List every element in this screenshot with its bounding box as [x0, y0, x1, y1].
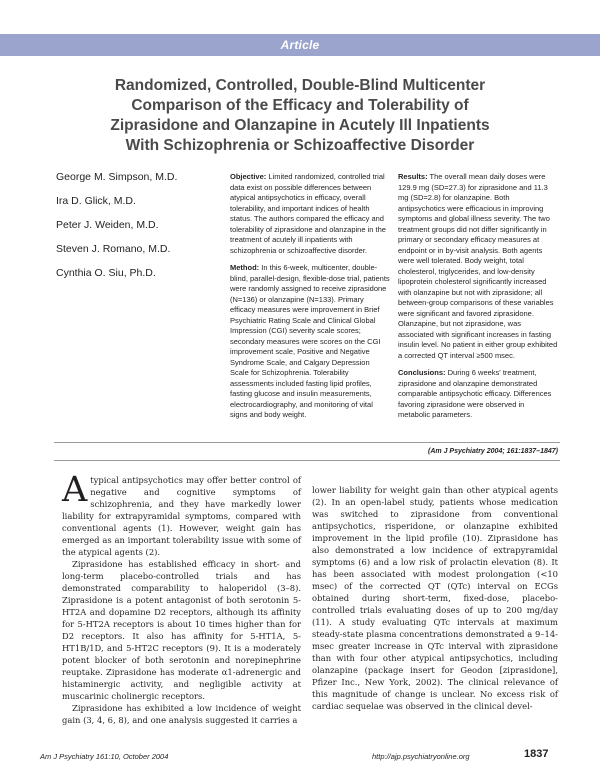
journal-citation: (Am J Psychiatry 2004; 161:1837–1847) [428, 448, 558, 455]
results-text: The overall mean daily doses were 129.9 mg (SD=27.3) for ziprasidone and 11.3 mg (SD=2.8) for olanzapine. Both antipsychotics were efficacious in improving symptoms and global illness severity. The two treatment groups did not differ significantly in primary or secondary efficacy measures at endpoint or in by-visit analysis. Both agents were well tolerated. Body weight, total cholesterol, triglycerides, and low-density lipoprotein cholesterol significantly increased with olanzapine but not with ziprasidone; all between-group comparisons of these variables were significant and favored ziprasidone. Olanzapine, but not ziprasidone, was associated with significant increases in fasting insulin level. No patient in either group exhibited a corrected QT interval ≥500 msec. [398, 172, 558, 360]
title-line: Randomized, Controlled, Double-Blind Multicenter [114, 77, 486, 94]
title-line: With Schizophrenia or Schizoaffective Disorder [125, 137, 475, 154]
author-name: Steven J. Romano, M.D. [56, 243, 171, 255]
body-paragraph: Ziprasidone has established efficacy in short- and long-term placebo-controlled trials and has demonstrated comparability to haloperidol (3–8). Ziprasidone is a potent antagonist of both serotonin 5-HT2A and dopamine D2 receptors, although its affinity for 5-HT2A receptors is about 10 times higher than for D2 receptors. It also has affinity for 5-HT1A, 5-HT1B/1D, and 5-HT2C receptors (9). It is a moderately potent blocker of both serotonin and norepinephrine reuptake. Ziprasidone has moderate α1-adrenergic and histaminergic activity, and negligible activity at muscarinic cholinergic receptors. [62, 559, 301, 701]
body-paragraph-text: typical antipsychotics may offer better control of negative and cognitive symptoms of schizophrenia, and they have markedly lower liability for extrapyramidal symptoms, compared with conventional agents (1). However, weight gain has emerged as an important tolerability issue with some of the atypical agents (2). [62, 475, 301, 557]
divider [54, 460, 560, 461]
body-paragraph [62, 470, 301, 558]
body-paragraph: Ziprasidone has exhibited a low incidence of weight gain (3, 4, 6, 8), and one analysis suggested it carries a [62, 703, 301, 725]
results-label: Results: [398, 172, 428, 181]
objective-text: Limited randomized, controlled trial data exist on possible differences between atypical antipsychotics in efficacy, overall tolerability, and important indices of health status. The authors compared the efficacy and tolerability of ziprasidone and olanzapine in the treatment of acutely ill inpatients with schizophrenia or schizoaffective disorder. [230, 172, 386, 255]
article-title [40, 76, 560, 156]
author-list [56, 170, 206, 290]
body-paragraph: lower liability for weight gain than other atypical agents (2). In an open-label study, patients whose medication was switched to ziprasidone from conventional antipsychotics, risperidone, or olanzapine exhibited improvement in the lipid profile (10). Ziprasidone has also demonstrated a low incidence of extrapyramidal symptoms (6) and a low risk of prolactin elevation (8). It has been associated with modest prolongation (<10 msec) of the corrected QT (QTc) interval on ECGs obtained during short-term, fixed-dose, placebo-controlled trials evaluating doses of up to 200 mg/day (11). A study evaluating QTc intervals at maximum steady-state plasma concentrations demonstrated a 9–14-msec greater increase in QTc interval with ziprasidone than with four other atypical antipsychotics, including olanzapine (package insert for Geodon [ziprasidone], Pfizer Inc., New York, 2002). The clinical relevance of this magnitude of change is unclear. No excess risk of cardiac sequelae was observed in the clinical devel- [312, 485, 558, 711]
abstract-results [398, 172, 558, 361]
section-banner: Article [0, 34, 600, 56]
objective-label: Objective: [230, 172, 267, 181]
method-label: Method: [230, 263, 260, 272]
body-left-column [62, 470, 301, 726]
abstract-right-column [398, 172, 558, 428]
method-text: In this 6-week, multicenter, double-blind, parallel-design, flexible-dose trial, patients were randomly assigned to receive ziprasidone (N=136) or olanzapine (N=133). Primary efficacy measures were improvement in Brief Psychiatric Rating Scale and Clinical Global Impression (CGI) severity scale scores; secondary measures were scores on the CGI improvement scale, Positive and Negative Syndrome Scale, and Calgary Depression Scale for Schizophrenia. Tolerability assessments included fasting lipid profiles, fasting glucose and insulin measurements, electrocardiography, and monitoring of vital signs and body weight. [230, 263, 390, 419]
footer-url-link[interactable]: http://ajp.psychiatryonline.org [372, 752, 470, 761]
abstract-method [230, 263, 390, 421]
author-name: George M. Simpson, M.D. [56, 171, 178, 183]
page-number: 1837 [524, 748, 549, 760]
title-line: Comparison of the Efficacy and Tolerability of [131, 97, 469, 114]
author-name: Ira D. Glick, M.D. [56, 195, 136, 207]
author-name: Peter J. Weiden, M.D. [56, 219, 159, 231]
conclusions-label: Conclusions: [398, 368, 446, 377]
abstract-left-column [230, 172, 390, 428]
author-name: Cynthia O. Siu, Ph.D. [56, 267, 156, 279]
abstract-objective [230, 172, 390, 256]
divider [54, 442, 560, 443]
abstract-conclusions [398, 368, 558, 421]
footer-journal: Am J Psychiatry 161:10, October 2004 [40, 752, 169, 761]
title-line: Ziprasidone and Olanzapine in Acutely Ill Inpatients [110, 117, 490, 134]
drop-cap: A [62, 470, 88, 510]
conclusions-text: During 6 weeks' treatment, ziprasidone and olanzapine demonstrated comparable antipsychotic efficacy. Differences favoring ziprasidone were observed in metabolic parameters. [398, 368, 552, 419]
body-right-column [312, 484, 558, 712]
